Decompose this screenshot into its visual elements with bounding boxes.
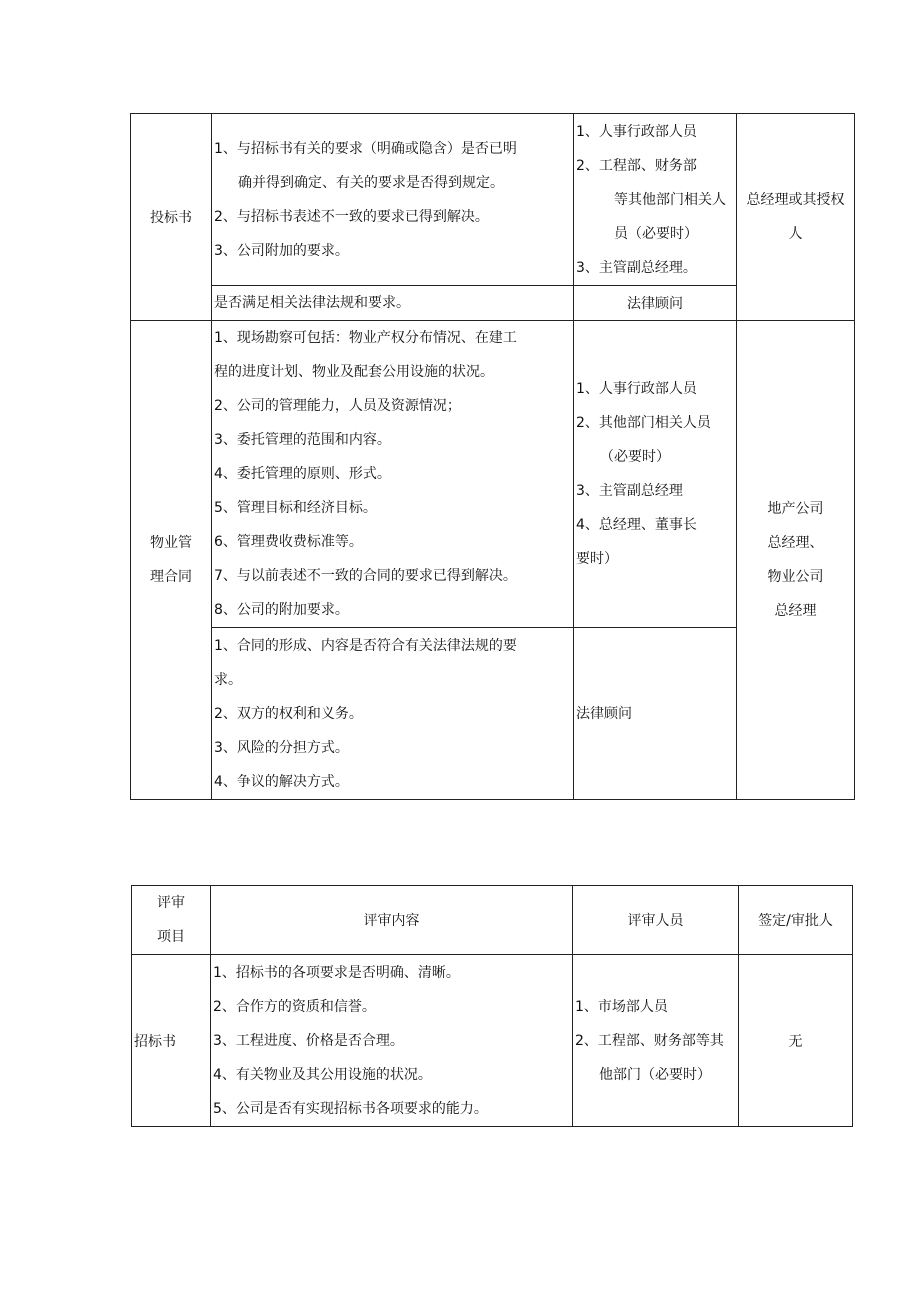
content-line: 3、风险的分担方式。 [214,739,349,756]
content-line: 2、公司的管理能力，人员及资源情况； [214,398,461,414]
content-line: 1、合同的形成、内容是否符合有关法律法规的要 [214,637,517,654]
reviewer-line: 等其他部门相关人 [614,191,726,208]
header-approver: 签定/审批人 [739,886,853,955]
content-line: 3、工程进度、价格是否合理。 [213,1032,404,1049]
invitation-content [211,955,573,1127]
reviewer-line: 1、市场部人员 [575,998,668,1015]
tender-approver: 总经理或其授权 人 [737,114,855,321]
review-table-1 [130,113,855,800]
reviewer-line: 1、人事行政部人员 [576,123,697,140]
reviewer-line: 3、主管副总经理。 [576,259,697,276]
reviewer-line: 要时） [576,551,618,567]
item-invitation: 招标书 [132,955,211,1127]
property-legal-reviewer: 法律顾问 [574,628,737,800]
property-content [212,321,574,628]
reviewer-line: 员（必要时） [614,225,698,242]
header-reviewers: 评审人员 [573,886,739,955]
content-line: 7、与以前表述不一致的合同的要求已得到解决。 [214,568,517,584]
reviewer-line: 2、其他部门相关人员 [576,415,711,431]
content-line: 2、与招标书表述不一致的要求已得到解决。 [214,208,489,225]
property-reviewers [574,321,737,628]
invitation-reviewers [573,955,739,1127]
content-line: 程的进度计划、物业及配套公用设施的状况。 [214,364,494,380]
content-line: 4、委托管理的原则、形式。 [214,466,391,482]
tender-content [212,114,574,286]
content-line: 8、公司的附加要求。 [214,602,349,618]
item-property-contract: 物业管 理合同 [131,321,212,800]
content-line: 1、招标书的各项要求是否明确、清晰。 [213,964,460,981]
tender-legal-reviewer: 法律顾问 [574,286,737,321]
content-line: 1、现场勘察可包括：物业产权分布情况、在建工 [214,330,517,346]
reviewer-line: 2、工程部、财务部 [576,157,697,174]
item-tender: 投标书 [131,114,212,321]
property-legal-content [212,628,574,800]
reviewer-line: 2、工程部、财务部等其 [575,1032,724,1049]
content-line: 2、双方的权利和义务。 [214,705,363,722]
header-content: 评审内容 [211,886,573,955]
reviewer-line: （必要时） [600,449,670,465]
tender-reviewers [574,114,737,286]
content-line: 6、管理费收费标准等。 [214,534,363,550]
content-line: 4、有关物业及其公用设施的状况。 [213,1066,432,1083]
tender-legal-content: 是否满足相关法律法规和要求。 [212,286,574,321]
content-line: 3、公司附加的要求。 [214,242,349,259]
content-line: 确并得到确定、有关的要求是否得到规定。 [238,174,504,191]
reviewer-line: 4、总经理、董事长 [576,517,697,533]
content-line: 4、争议的解决方式。 [214,773,349,790]
content-line: 5、管理目标和经济目标。 [214,500,377,516]
property-approver: 地产公司 总经理、 物业公司 总经理 [737,321,855,800]
review-table-2 [131,885,853,1127]
content-line: 2、合作方的资质和信誉。 [213,998,376,1015]
content-line: 5、公司是否有实现招标书各项要求的能力。 [213,1100,488,1117]
header-item: 评审 项目 [132,886,211,955]
content-line: 1、与招标书有关的要求（明确或隐含）是否已明 [214,140,517,157]
content-line: 3、委托管理的范围和内容。 [214,432,391,448]
reviewer-line: 他部门（必要时） [599,1066,711,1083]
content-line: 求。 [214,671,242,688]
reviewer-line: 3、主管副总经理 [576,483,683,499]
invitation-approver: 无 [739,955,853,1127]
reviewer-line: 1、人事行政部人员 [576,381,697,397]
